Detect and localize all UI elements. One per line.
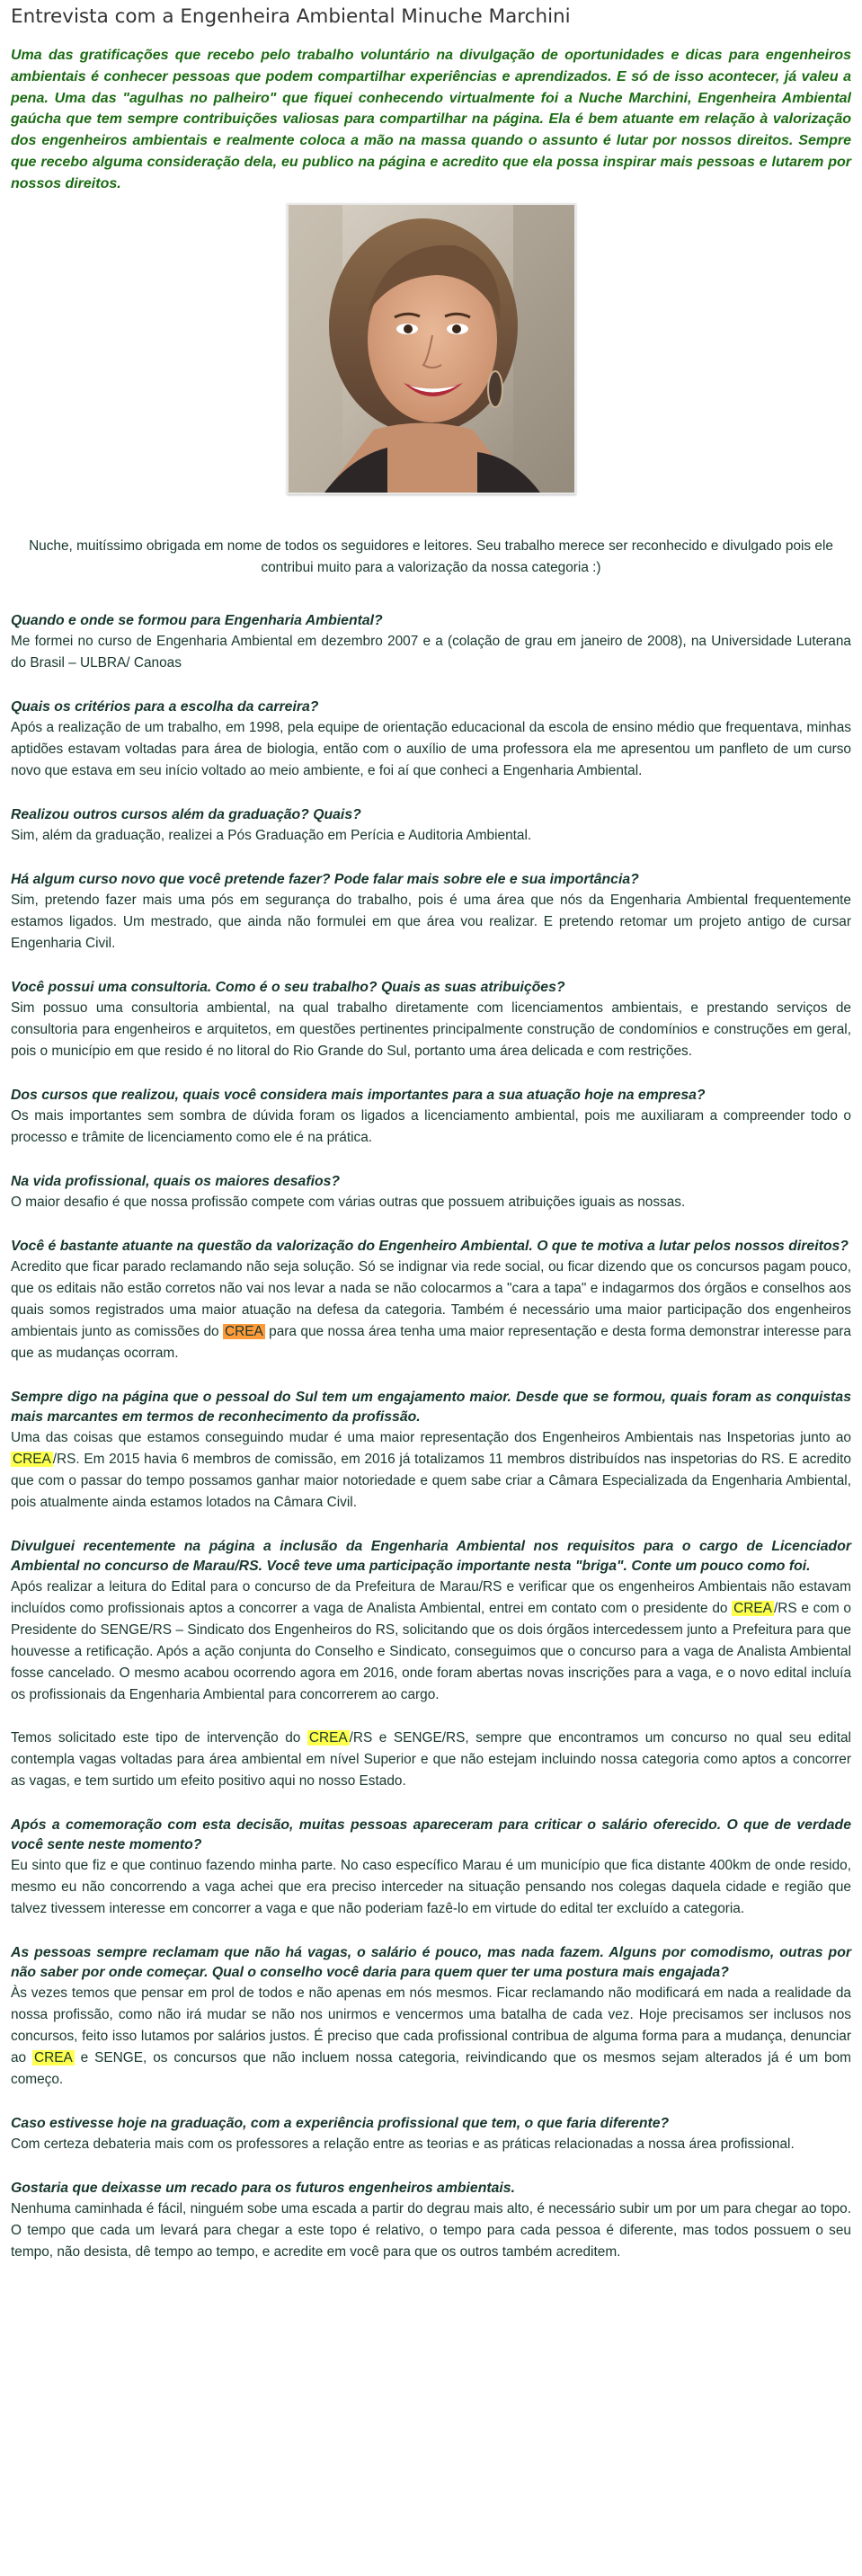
qa-block — [11, 1086, 851, 1149]
answer — [11, 1706, 851, 1728]
photo-container — [11, 203, 851, 499]
qa-block — [11, 1537, 851, 1792]
qa-block — [11, 697, 851, 782]
highlight-crea: CREA — [224, 1323, 263, 1339]
qa-block — [11, 1943, 851, 2091]
question: Divulguei recentemente na página a inclusão da Engenharia Ambiental nos requisitos para o cargo de Licenciador Ambiental no concurso de Marau/RS. Você teve uma participação importante nesta "briga". Conte um pouco como foi. — [11, 1538, 851, 1574]
portrait-photo — [287, 203, 576, 494]
question: Caso estivesse hoje na graduação, com a experiência profissional que tem, o que faria diferente? — [11, 2115, 670, 2131]
answer: Uma das coisas que estamos conseguindo mudar é uma maior representação dos Engenheiros Ambientais nas Inspetorias junto ao CREA /RS. Em 2015 havia 6 membros de comissão, em 2016 já totalizamos 11 membros distribuídos nas inspetorias do RS. E acredito que com o passar do tempo possamos ganhar maior notoriedade e quem sabe criar a Câmara Especializada da Engenharia Ambiental, pois atualmente ainda estamos lotados na Câmara Civil. — [11, 1429, 851, 1510]
answer: Após realizar a leitura do Edital para o concurso de da Prefeitura de Marau/RS e verificar que os engenheiros Ambientais não estavam incluídos como profissionais aptos a concorrer a vaga de Analista Ambiental, entrei em contato com o presidente do CREA /RS e com o Presidente do SENGE/RS – Sindicato dos Engenheiros do RS, solicitando que os dois órgãos intercedessem junto a Prefeitura para que houvesse a retificação. Após a ação conjunta do Conselho e Sindicato, conseguimos que o concurso para a vaga de Analista Ambiental fosse cancelado. O mesmo acabou ocorrendo agora em 2016, onde foram abertas novas inscrições para a vaga, e o novo edital incluía os profissionais da Engenharia Ambiental para concorrerem ao cargo. — [11, 1578, 851, 1702]
highlight-crea: CREA — [34, 2049, 73, 2065]
qa-block — [11, 1816, 851, 1920]
page-title: Entrevista com a Engenheira Ambiental Minuche Marchini — [11, 5, 571, 28]
answer: Eu sinto que fiz e que continuo fazendo minha parte. No caso específico Marau é um município que fica distante 400km de onde resido, mesmo eu não concorrendo a vaga achei que era preciso interceder na situação pensando nos colegas daquela cidade e região que talvez tivessem interesse em concorrer a vaga e que não poderiam fazê-lo em virtude do edital ter excluído a categoria. — [11, 1857, 851, 1916]
qa-block — [11, 805, 851, 847]
qa-block — [11, 1237, 851, 1364]
question: Na vida profissional, quais os maiores desafios? — [11, 1173, 341, 1189]
question: As pessoas sempre reclamam que não há vagas, o salário é pouco, mas nada fazem. Alguns por comodismo, outras por não saber por onde começar. Qual o conselho você daria para quem quer ter uma postura mais engajada? — [11, 1944, 851, 1980]
answer: Me formei no curso de Engenharia Ambiental em dezembro 2007 e a (colação de grau em janeiro de 2008), na Universidade Luterana do Brasil – ULBRA/ Canoas — [11, 633, 851, 671]
answer: Às vezes temos que pensar em prol de todos e não apenas em nós mesmos. Ficar reclamando não modificará em nada a realidade da nossa profissão, como não irá mudar se não nos unirmos e vencermos uma batalha de cada vez. Hoje precisamos ser inclusos nos concursos, feito isso lutamos por salários justos. É preciso que cada profissional contribua de alguma forma para a mudança, denunciar ao CREA e SENGE, os concursos que não incluem nossa categoria, reivindicando que os mesmos sejam alterados já é um bom começo. — [11, 1985, 851, 2087]
answer: O maior desafio é que nossa profissão compete com várias outras que possuem atribuições iguais as nossas. — [11, 1194, 686, 1210]
question: Sempre digo na página que o pessoal do Sul tem um engajamento maior. Desde que se formou, quais foram as conquistas mais marcantes em termos de reconhecimento da profissão. — [11, 1389, 851, 1425]
question: Realizou outros cursos além da graduação? Quais? — [11, 806, 361, 822]
answer: Os mais importantes sem sombra de dúvida foram os ligados a licenciamento ambiental, pois me auxiliaram a compreender todo o processo e trâmite de licenciamento como ele é na prática. — [11, 1107, 851, 1145]
thanks-paragraph: Nuche, muitíssimo obrigada em nome de todos os seguidores e leitores. Seu trabalho merece ser reconhecido e divulgado pois ele contribui muito para a valorização da nossa categoria :) — [29, 537, 833, 575]
qa-list — [11, 611, 851, 2263]
question: Há algum curso novo que você pretende fazer? Pode falar mais sobre ele e sua importância? — [11, 871, 639, 887]
answer: Nenhuma caminhada é fácil, ninguém sobe uma escada a partir do degrau mais alto, é necessário subir um por um para chegar ao topo. O tempo que cada um levará para chegar a este topo é relativo, o tempo para cada pessoa é diferente, mas todos possuem o seu tempo, não desista, dê tempo ao tempo, e acredite em você para que os outros também acreditem. — [11, 2200, 851, 2260]
qa-block — [11, 1388, 851, 1514]
qa-block — [11, 978, 851, 1062]
qa-block — [11, 2179, 851, 2263]
qa-block — [11, 1172, 851, 1213]
highlight-crea: CREA — [13, 1451, 51, 1467]
answer: Com certeza debateria mais com os professores a relação entre as teorias e as práticas relacionadas a nossa área profissional. — [11, 2136, 795, 2152]
question: Você possui uma consultoria. Como é o seu trabalho? Quais as suas atribuições? — [11, 979, 565, 995]
answer: Sim, pretendo fazer mais uma pós em segurança do trabalho, pois é uma área que nós da Engenharia Ambiental frequentemente estamos ligados. Um mestrado, que ainda não formulei em que área vou realizar. E pretendo retomar um projeto antigo de cursar Engenharia Civil. — [11, 892, 851, 951]
qa-block — [11, 2114, 851, 2155]
highlight-crea: CREA — [733, 1600, 772, 1616]
question: Quais os critérios para a escolha da carreira? — [11, 698, 319, 715]
qa-block — [11, 611, 851, 674]
answer: Acredito que ficar parado reclamando não seja solução. Só se indignar via rede social, ou ficar dizendo que os concursos pagam pouco, que os editais não estão corretos não vai nos levar a nada se não colocarmos a "cara a tapa" e indagarmos dos órgãos e conselhos aos quais somos registrados uma maior atuação na defesa da categoria. Também é necessário uma maior participação dos engenheiros ambientais junto as comissões do CREA para que nossa área tenha uma maior representação e desta forma demonstrar interesse para que as mudanças ocorram. — [11, 1258, 851, 1361]
highlight-crea: CREA — [308, 1729, 348, 1745]
question: Quando e onde se formou para Engenharia Ambiental? — [11, 612, 383, 628]
question: Após a comemoração com esta decisão, muitas pessoas apareceram para criticar o salário oferecido. O que de verdade você sente neste momento? — [11, 1817, 851, 1852]
answer: Temos solicitado este tipo de intervenção do CREA /RS e SENGE/RS, sempre que encontramos um concurso no qual seu edital contempla vagas voltadas para área ambiental em nível Superior e que não estejam incluindo nossa categoria como aptos a concorrer as vagas, e tem surtido um efeito positivo aqui no nosso Estado. — [11, 1729, 851, 1789]
question: Dos cursos que realizou, quais você considera mais importantes para a sua atuação hoje na empresa? — [11, 1087, 706, 1103]
intro-paragraph: Uma das gratificações que recebo pelo trabalho voluntário na divulgação de oportunidades e dicas para engenheiros ambientais é conhecer pessoas que podem compartilhar experiências e aprendizados. E só de isso acontecer, já valeu a pena. Uma das "agulhas no palheiro" que fiquei conhecendo virtualmente foi a Nuche Marchini, Engenheira Ambiental gaúcha que tem sempre contribuições valiosas para compartilhar na página. Ela é bem atuante em relação à valorização dos engenheiros ambientais e realmente coloca a mão na massa quando o assunto é lutar por nossos direitos. Sempre que recebo alguma consideração dela, eu publico na página e acredito que ela possa inspirar mais pessoas e lutarem por nossos direitos. — [11, 48, 851, 191]
answer: Sim possuo uma consultoria ambiental, na qual trabalho diretamente com licenciamentos ambientais, e prestando serviços de consultoria para engenheiros e arquitetos, em questões pertinentes principalmente construção de condomínios e construções em geral, pois o município em que resido é no litoral do Rio Grande do Sul, portanto uma área delicada e com restrições. — [11, 999, 851, 1059]
portrait-image — [289, 205, 574, 493]
question: Você é bastante atuante na questão da valorização do Engenheiro Ambiental. O que te motiva a lutar pelos nossos direitos? — [11, 1238, 849, 1254]
answer: Após a realização de um trabalho, em 1998, pela equipe de orientação educacional da escola de ensino médio que frequentava, minhas aptidões estavam voltadas para área de biologia, então com o auxílio de uma professora ela me apresentou um panfleto de um curso novo que estava em seu início voltado ao meio ambiente, e foi aí que conheci a Engenharia Ambiental. — [11, 719, 851, 778]
qa-block — [11, 870, 851, 955]
answer: Sim, além da graduação, realizei a Pós Graduação em Perícia e Auditoria Ambiental. — [11, 827, 532, 843]
question: Gostaria que deixasse um recado para os futuros engenheiros ambientais. — [11, 2180, 515, 2196]
